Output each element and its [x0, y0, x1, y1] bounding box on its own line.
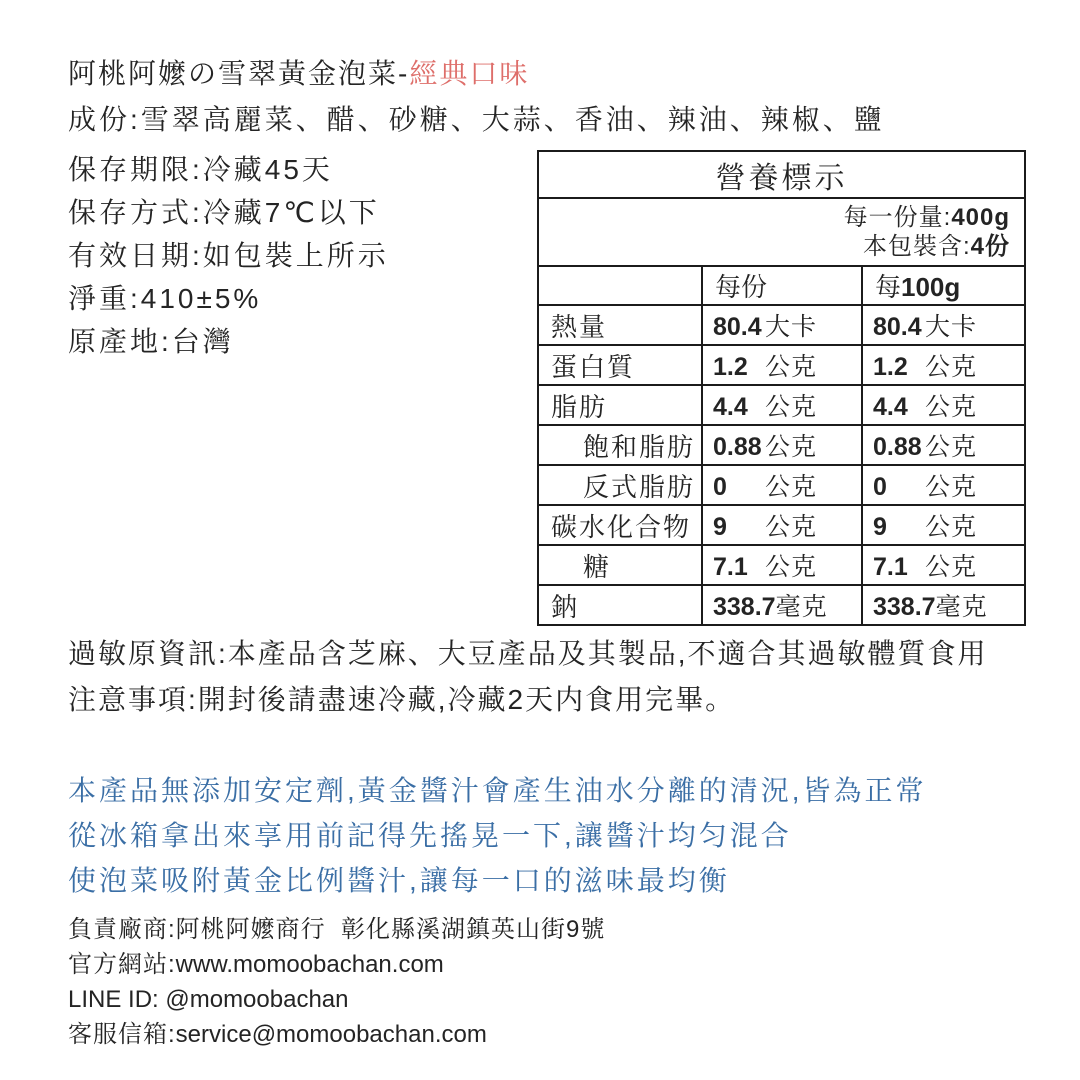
- per-100g-cell: 338.7毫克: [862, 585, 1025, 625]
- servings-per-pack-line: [539, 232, 1010, 261]
- per-serving-cell: 4.4 公克: [702, 385, 862, 425]
- email-address: service@momoobachan.com: [175, 1021, 487, 1048]
- allergen-info-line: 過敏原資訊:本產品含芝麻、大豆產品及其製品,不適合其過敏體質食用: [68, 638, 988, 669]
- product-note-block: [68, 768, 927, 903]
- manufacturer-line: 負責廠商:阿桃阿嬤商行 彰化縣溪湖鎮英山街9號: [68, 916, 606, 943]
- website-line: [68, 947, 605, 982]
- nutrient-name: 飽和脂肪: [538, 425, 702, 465]
- nutrition-row-carbohydrate: [538, 505, 1025, 545]
- nutrition-table: [537, 150, 1026, 626]
- nutrition-row-fat: [538, 385, 1025, 425]
- product-flavor-text: 經典口味: [409, 58, 530, 89]
- product-title: [68, 52, 529, 92]
- line-id-line: [68, 982, 605, 1017]
- nutrition-title-row: [538, 151, 1025, 198]
- nutrient-name: 鈉: [538, 585, 702, 625]
- per-serving-header: 每份: [702, 266, 862, 305]
- nutrient-column-spacer: [538, 266, 702, 305]
- per-100g-cell: 7.1 公克: [862, 545, 1025, 585]
- per-serving-cell: 9 公克: [702, 505, 862, 545]
- per-100g-cell: 1.2 公克: [862, 345, 1025, 385]
- email-label: 客服信箱:: [68, 1021, 176, 1048]
- nutrient-name: 熱量: [538, 305, 702, 345]
- nutrition-column-header-row: [538, 266, 1025, 305]
- net-weight-line: 淨重:410±5%: [68, 283, 262, 314]
- nutrient-name: 糖: [538, 545, 702, 585]
- note-line-1: 本產品無添加安定劑,黃金醬汁會產生油水分離的清況,皆為正常: [68, 775, 927, 806]
- per-100g-cell: 9 公克: [862, 505, 1025, 545]
- per-serving-cell: 0.88 公克: [702, 425, 862, 465]
- email-line: [68, 1017, 605, 1052]
- website-label: 官方網站:: [68, 951, 176, 978]
- shelf-life-line: 保存期限:冷藏45天: [68, 154, 333, 185]
- nutrition-row-saturated-fat: [538, 425, 1025, 465]
- nutrient-name: 反式脂肪: [538, 465, 702, 505]
- nutrient-name: 脂肪: [538, 385, 702, 425]
- line-id-value: @momoobachan: [165, 986, 349, 1013]
- product-info-list: [68, 148, 389, 363]
- per-serving-cell: 80.4 大卡: [702, 305, 862, 345]
- servings-value: 4份: [970, 233, 1011, 260]
- per-serving-cell: 7.1 公克: [702, 545, 862, 585]
- origin-line: 原產地:台灣: [68, 326, 234, 357]
- nutrition-row-sugar: [538, 545, 1025, 585]
- per-100g-cell: 4.4 公克: [862, 385, 1025, 425]
- nutrition-row-sodium: [538, 585, 1025, 625]
- per-100g-cell: 0 公克: [862, 465, 1025, 505]
- nutrition-serving-cell: [538, 198, 1025, 266]
- nutrition-row-calories: [538, 305, 1025, 345]
- nutrition-serving-row: [538, 198, 1025, 266]
- caution-line: 注意事項:開封後請盡速冷藏,冷藏2天内食用完畢。: [68, 684, 736, 715]
- serving-size-line: [539, 203, 1010, 232]
- serving-size-value: 400g: [951, 204, 1011, 231]
- contact-block: [68, 912, 605, 1052]
- storage-method-line: 保存方式:冷藏7℃以下: [68, 197, 380, 228]
- note-line-3: 使泡菜吸附黃金比例醬汁,讓每一口的滋味最均衡: [68, 865, 730, 896]
- nutrient-name: 蛋白質: [538, 345, 702, 385]
- per-100g-cell: 0.88 公克: [862, 425, 1025, 465]
- per-serving-cell: 1.2 公克: [702, 345, 862, 385]
- ingredients-line: 成份:雪翠高麗菜、醋、砂糖、大蒜、香油、辣油、辣椒、鹽: [68, 104, 885, 135]
- servings-label: 本包裝含:: [863, 233, 971, 260]
- per-serving-cell: 0 公克: [702, 465, 862, 505]
- per-100g-value-text: 100g: [901, 272, 961, 302]
- line-id-label: LINE ID:: [68, 986, 166, 1013]
- nutrition-row-trans-fat: [538, 465, 1025, 505]
- nutrition-title: 營養標示: [538, 151, 1025, 198]
- per-100g-header: [862, 266, 1025, 305]
- nutrient-name: 碳水化合物: [538, 505, 702, 545]
- nutrition-row-protein: [538, 345, 1025, 385]
- per-100g-cell: 80.4 大卡: [862, 305, 1025, 345]
- per-100g-prefix: 每: [875, 272, 902, 302]
- product-title-text: 阿桃阿嬤の雪翠黃金泡菜-: [68, 58, 410, 89]
- expiry-date-line: 有效日期:如包裝上所示: [68, 240, 389, 271]
- per-serving-cell: 338.7毫克: [702, 585, 862, 625]
- serving-size-label: 每一份量:: [843, 204, 952, 231]
- website-url: www.momoobachan.com: [175, 951, 444, 978]
- note-line-2: 從冰箱拿出來享用前記得先搖晃一下,讓醬汁均匀混合: [68, 820, 792, 851]
